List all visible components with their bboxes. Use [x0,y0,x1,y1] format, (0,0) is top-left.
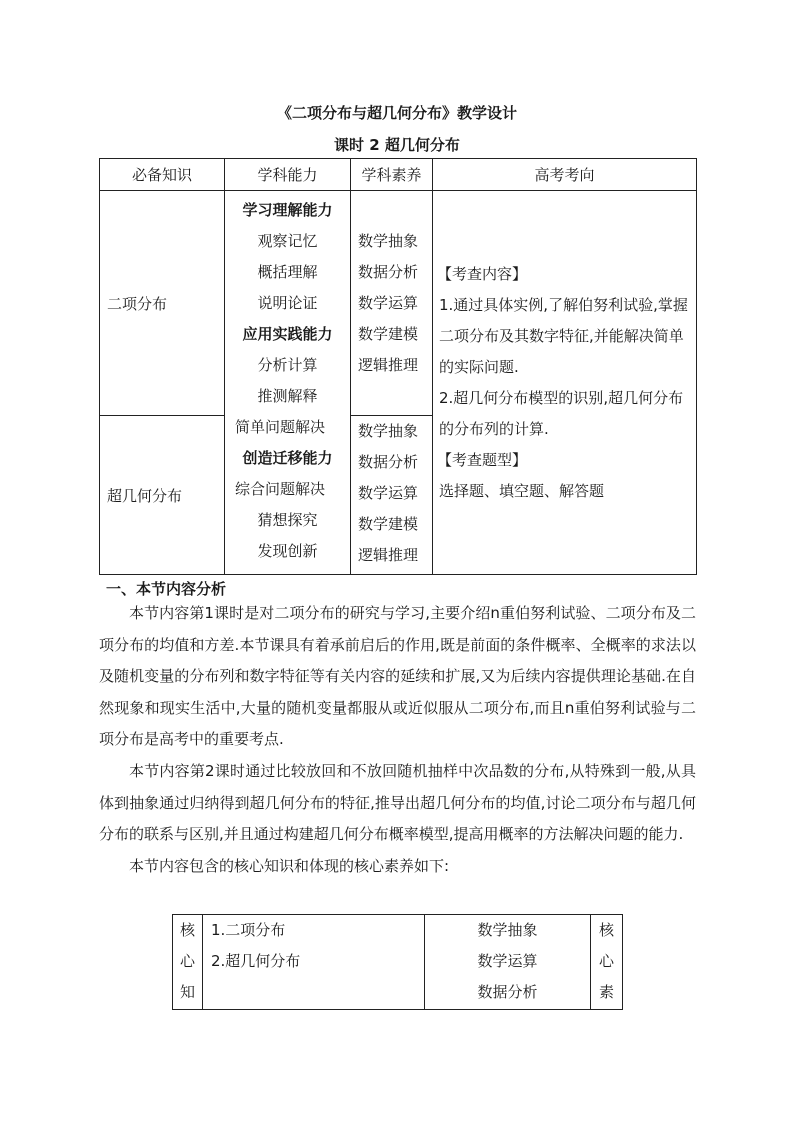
ability-item: 概括理解 [257,263,318,281]
literacy-item: 逻辑推理 [358,546,419,564]
paragraph-1 [99,598,696,756]
core-literacy-item: 数学抽象 [477,921,538,939]
ability-cell [225,191,351,575]
exam-content-1: 1.通过具体实例,了解伯努利试验,掌握二项分布及其数字特征,并能解决简单的实际问题. [439,296,688,376]
core-left-label [173,915,203,1010]
ability-item: 发现创新 [257,542,318,560]
ability-item: 综合问题解决 [235,480,326,498]
literacy-item: 逻辑推理 [358,356,419,374]
header-ability: 学科能力 [225,159,351,191]
core-right-char: 心 [598,952,614,970]
literacy-cell-hypergeometric [351,416,433,575]
table-row [100,191,697,416]
literacy-item: 数学建模 [358,325,419,343]
header-knowledge: 必备知识 [100,159,225,191]
section-heading: 一、本节内容分析 [106,580,227,598]
core-left-char: 心 [179,952,195,970]
exam-content-heading: 【考查内容】 [437,265,528,283]
header-exam: 高考考向 [433,159,697,191]
ability-item: 猜想探究 [257,511,318,529]
core-table [172,914,623,1010]
ability-item: 创造迁移能力 [242,449,333,467]
paragraph-text: 本节内容第1课时是对二项分布的研究与学习,主要介绍n重伯努利试验、二项分布及二项分布的均值和方差.本节课具有着承前启后的作用,既是前面的条件概率、全概率的求法以及随机变量的分布列和数字特征等有关内容的延续和扩展,又为后续内容提供理论基础.在自然现象和现实生活中,大量的随机变量都服从或近似服从二项分布,而且n重伯努利试验与二项分布是高考中的重要考点. [99,604,696,749]
paragraph-3 [99,851,696,883]
core-left-char: 知 [179,983,195,1001]
core-knowledge-cell [203,915,425,1010]
topic-hypergeometric: 超几何分布 [100,416,225,575]
table-header-row [100,159,697,191]
ability-item: 分析计算 [257,356,318,374]
header-literacy: 学科素养 [351,159,433,191]
ability-item: 说明论证 [257,294,318,312]
core-right-char: 素 [598,983,614,1001]
literacy-item: 数学建模 [358,515,419,533]
document-subtitle: 课时 2 超几何分布 [334,136,460,154]
exam-types: 选择题、填空题、解答题 [439,482,605,500]
core-literacy-item: 数据分析 [477,983,538,1001]
exam-type-heading: 【考查题型】 [437,451,528,469]
core-right-char: 核 [598,921,614,939]
core-knowledge-item: 1.二项分布 [211,921,286,939]
document-title: 《二项分布与超几何分布》教学设计 [276,104,517,122]
literacy-item: 数据分析 [358,453,419,471]
core-right-label [591,915,623,1010]
literacy-item: 数学抽象 [358,422,419,440]
literacy-item: 数据分析 [358,263,419,281]
ability-item: 观察记忆 [257,232,318,250]
exam-content-2: 2.超几何分布模型的识别,超几何分布的分布列的计算. [439,389,684,438]
curriculum-table [99,158,697,575]
ability-item: 应用实践能力 [242,325,333,343]
core-knowledge-item: 2.超几何分布 [211,952,301,970]
literacy-cell-binomial [351,191,433,416]
literacy-item: 数学抽象 [358,232,419,250]
exam-cell [433,191,697,575]
topic-binomial: 二项分布 [100,191,225,416]
paragraph-text: 本节内容包含的核心知识和体现的核心素养如下: [129,857,450,875]
ability-item: 推测解释 [257,387,318,405]
core-left-char: 核 [179,921,195,939]
table-row [173,915,623,1010]
literacy-item: 数学运算 [358,484,419,502]
ability-item: 学习理解能力 [242,201,333,219]
literacy-item: 数学运算 [358,294,419,312]
paragraph-text: 本节内容第2课时通过比较放回和不放回随机抽样中次品数的分布,从特殊到一般,从具体到抽象通过归纳得到超几何分布的特征,推导出超几何分布的均值,讨论二项分布与超几何分布的联系与区别,并且通过构建超几何分布概率模型,提高用概率的方法解决问题的能力. [99,762,696,844]
core-literacy-cell [425,915,591,1010]
core-literacy-item: 数学运算 [477,952,538,970]
paragraph-2 [99,756,696,851]
ability-item: 简单问题解决 [235,418,326,436]
